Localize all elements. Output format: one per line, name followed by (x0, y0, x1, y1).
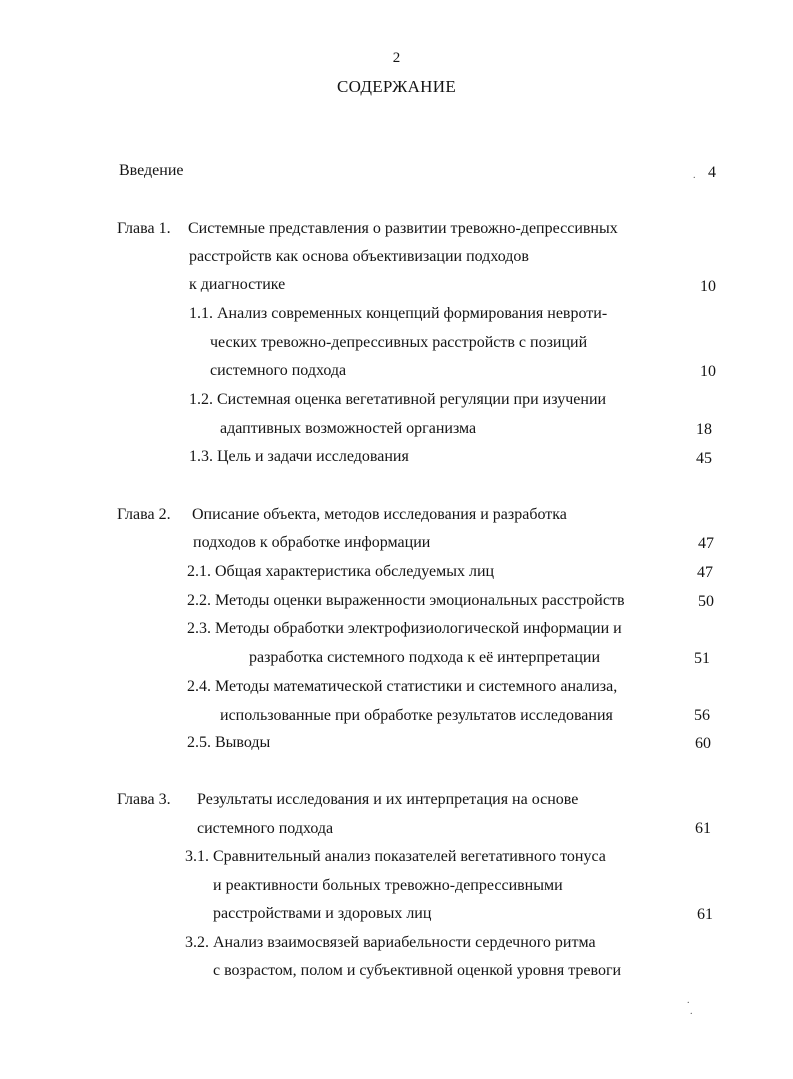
toc-intro-label: Введение (119, 162, 184, 179)
toc-2-3-page: 51 (694, 650, 710, 667)
toc-2-1-line1: 2.1. Общая характеристика обследуемых лиц (187, 563, 495, 580)
toc-3-1-line2: и реактивности больных тревожно-депрессивными (213, 877, 563, 894)
toc-2-1-page: 47 (697, 564, 713, 581)
toc-2-4-line2: использованные при обработке результатов исследования (220, 707, 613, 724)
toc-1-3-page: 45 (696, 450, 712, 467)
toc-2-3-line2: разработка системного подхода к её интерпретации (249, 649, 601, 666)
toc-chapter2-line1: Описание объекта, методов исследования и разработка (192, 506, 567, 523)
toc-chapter3-label: Глава 3. (117, 791, 171, 808)
toc-3-2-line1: 3.2. Анализ взаимосвязей вариабельности сердечного ритма (185, 934, 596, 951)
toc-2-4-page: 56 (694, 707, 710, 724)
scan-speck: . (693, 170, 696, 181)
scan-speck: . (687, 995, 690, 1006)
toc-1-2-line2: адаптивных возможностей организма (220, 420, 477, 437)
toc-2-3-line1: 2.3. Методы обработки электрофизиологической информации и (187, 620, 622, 637)
toc-chapter1-line3: к диагностике (189, 276, 286, 293)
toc-1-2-line1: 1.2. Системная оценка вегетативной регуляции при изучении (189, 391, 607, 408)
toc-2-5-page: 60 (695, 735, 711, 752)
page-number: 2 (392, 50, 401, 66)
toc-2-5-line1: 2.5. Выводы (187, 734, 271, 751)
toc-3-1-page: 61 (697, 906, 713, 923)
toc-3-2-line2: с возрастом, полом и субъективной оценкой уровня тревоги (213, 962, 622, 979)
toc-chapter3-line2: системного подхода (197, 820, 334, 837)
toc-intro-page: 4 (708, 164, 716, 181)
scan-speck: . (690, 1006, 693, 1017)
toc-3-1-line1: 3.1. Сравнительный анализ показателей вегетативного тонуса (185, 848, 606, 865)
toc-1-2-page: 18 (696, 421, 712, 438)
toc-chapter2-page: 47 (698, 535, 714, 552)
toc-1-1-line1: 1.1. Анализ современных концепций формирования невроти- (189, 305, 608, 322)
toc-chapter1-label: Глава 1. (117, 220, 171, 237)
toc-chapter1-line1: Системные представления о развитии тревожно-депрессивных (188, 220, 618, 237)
toc-chapter1-page: 10 (700, 278, 716, 295)
toc-1-3-line1: 1.3. Цель и задачи исследования (189, 448, 409, 465)
toc-1-1-line3: системного подхода (210, 362, 347, 379)
toc-2-2-page: 50 (698, 593, 714, 610)
page-title: СОДЕРЖАНИЕ (336, 77, 457, 96)
toc-1-1-line2: ческих тревожно-депрессивных расстройств с позиций (210, 334, 588, 351)
toc-chapter2-line2: подходов к обработке информации (193, 534, 431, 551)
toc-2-2-line1: 2.2. Методы оценки выраженности эмоциональных расстройств (187, 592, 625, 609)
toc-chapter3-page: 61 (695, 820, 711, 837)
toc-chapter1-line2: расстройств как основа объективизации подходов (189, 248, 529, 265)
toc-2-4-line1: 2.4. Методы математической статистики и системного анализа, (187, 678, 618, 695)
toc-chapter3-line1: Результаты исследования и их интерпретация на основе (197, 791, 579, 808)
toc-chapter2-label: Глава 2. (117, 506, 171, 523)
toc-1-1-page: 10 (700, 363, 716, 380)
toc-3-1-line3: расстройствами и здоровых лиц (213, 905, 432, 922)
